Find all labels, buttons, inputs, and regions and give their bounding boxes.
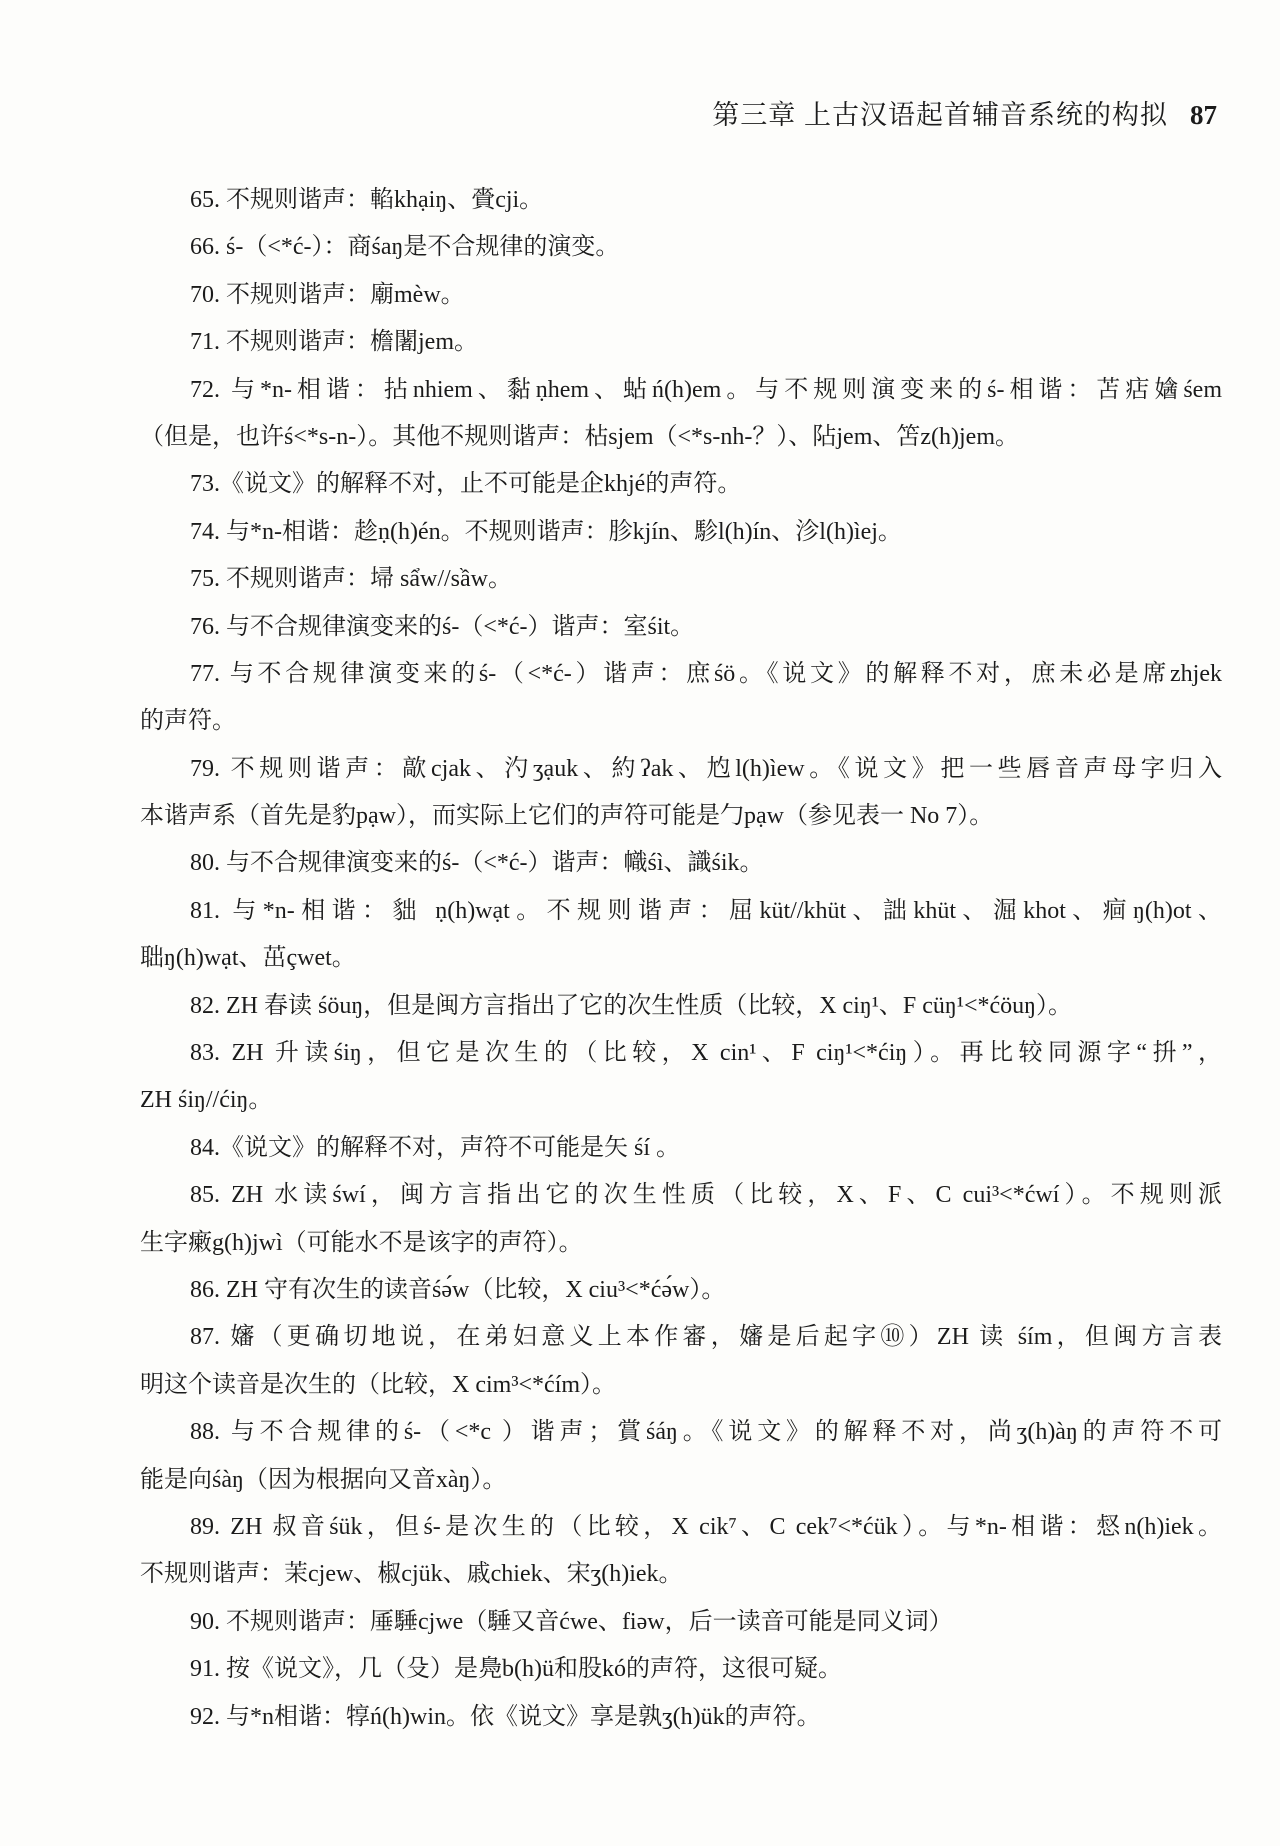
entry-line: 70. 不规则谐声：廟mèw。 <box>190 281 465 308</box>
entry-line: 88. 与不合规律的ś-（<*c ）谐声；賞śáŋ。《说文》的解释不对，尚ʒ(h)àŋ的声符不可 <box>190 1419 1222 1446</box>
entry-line: 71. 不规则谐声：檐闍jem。 <box>190 329 478 356</box>
entry-line: 87. 嬸（更确切地说，在弟妇意义上本作審，嬸是后起字⑩）ZH 读 śím，但闽方言表 <box>190 1324 1222 1351</box>
entry-line: 73.《说文》的解释不对，止不可能是企khjé的声符。 <box>190 471 742 498</box>
entry-line: 77. 与不合规律演变来的ś-（<*ć-）谐声：庶śö。《说文》的解释不对，庶未必是席zhjek <box>190 660 1222 687</box>
note-entry <box>140 177 1222 224</box>
entry-line: 本谐声系（首先是豹pạw），而实际上它们的声符可能是勹pạw（参见表一 No 7）。 <box>140 803 994 830</box>
entry-line: 不规则谐声：茉cjew、椒cjük、戚chiek、宋ʒ(h)iek。 <box>140 1561 683 1588</box>
note-entry <box>140 509 1222 556</box>
note-entry <box>140 651 1222 746</box>
entry-line: 84.《说文》的解释不对，声符不可能是矢 śí 。 <box>190 1134 681 1161</box>
entry-line: 85. ZH 水读śwí，闽方言指出它的次生性质（比较，X、F、C cui³<*ćwí）。不规则派 <box>190 1182 1222 1209</box>
notes-body <box>140 177 1222 1741</box>
note-entry <box>140 1646 1222 1693</box>
note-entry <box>140 1314 1222 1409</box>
note-entry <box>140 1694 1222 1741</box>
note-entry <box>140 224 1222 271</box>
entry-line: 聉ŋ(h)wạt、茁çwet。 <box>140 945 356 972</box>
entry-line: 86. ZH 守有次生的读音śə́w（比较，X ciu³<*ćə́w）。 <box>190 1276 726 1303</box>
entry-line: 91. 按《说文》，几（殳）是鳧b(h)ü和股kó的声符，这很可疑。 <box>190 1656 842 1683</box>
entry-line: 76. 与不合规律演变来的ś-（<*ć-）谐声：室śit。 <box>190 613 695 640</box>
entry-line: 的声符。 <box>140 708 236 735</box>
entry-line: 81. 与*n-相谐：貀 ṇ(h)wạt。不规则谐声：屈küt//khüt、詘khüt、淈khot、痐ŋ(h)ot、 <box>190 897 1222 924</box>
note-entry <box>140 1409 1222 1504</box>
entry-line: 72. 与*n-相谐：拈nhiem、黏ṇhem、蛅ń(h)em。与不规则演变来的ś-相谐：苫痁㜝śem <box>190 376 1222 403</box>
note-entry <box>140 1125 1222 1172</box>
entry-line: 83. ZH 升读śiŋ，但它是次生的（比较，X cin¹、F ciŋ¹<*ćiŋ）。再比较同源字“抍”， <box>190 1040 1222 1067</box>
entry-line: 生字瘷g(h)jwì（可能水不是该字的声符）。 <box>140 1229 583 1256</box>
note-entry <box>140 556 1222 603</box>
page-number: 87 <box>1190 100 1217 130</box>
entry-line: 能是向śàŋ（因为根据向又音xàŋ）。 <box>140 1466 507 1493</box>
entry-line: 89. ZH 叔音śük，但ś-是次生的（比较，X cik⁷、C cek⁷<*ćük）。与*n-相谐：惄n(h)iek。 <box>190 1513 1222 1540</box>
note-entry <box>140 888 1222 983</box>
entry-line: 明这个读音是次生的（比较，X cim³<*ćím）。 <box>140 1371 617 1398</box>
entry-line: ZH śiŋ//ćiŋ。 <box>140 1087 273 1114</box>
note-entry <box>140 983 1222 1030</box>
note-entry <box>140 461 1222 508</box>
entry-line: 65. 不规则谐声：輡khạiŋ、賫cji。 <box>190 187 544 213</box>
entry-line: 75. 不规则谐声：埽 sẩw//sầw。 <box>190 566 512 593</box>
note-entry <box>140 319 1222 366</box>
entry-line: （但是，也许ś<*s-n-）。其他不规则谐声：枮sjem（<*s-nh-？）、阽jem、笘z(h)jem。 <box>140 423 1019 450</box>
entry-line: 92. 与*n相谐：犉ń(h)win。依《说文》享是孰ʒ(h)ük的声符。 <box>190 1703 821 1730</box>
note-entry <box>140 1267 1222 1314</box>
entry-line: 82. ZH 春读 śöuŋ，但是闽方言指出了它的次生性质（比较，X ciŋ¹、F cüŋ¹<*ćöuŋ）。 <box>190 992 1073 1019</box>
running-header <box>712 98 1217 132</box>
note-entry <box>140 367 1222 462</box>
note-entry <box>140 1599 1222 1646</box>
chapter-title: 第三章 上古汉语起首辅音系统的构拟 <box>712 100 1168 130</box>
entry-line: 90. 不规则谐声：厜䮔cjwe（䮔又音ćwe、fiəw，后一读音可能是同义词） <box>190 1608 953 1635</box>
note-entry <box>140 604 1222 651</box>
note-entry <box>140 746 1222 841</box>
note-entry <box>140 1504 1222 1599</box>
entry-line: 80. 与不合规律演变来的ś-（<*ć-）谐声：幟śì、識śik。 <box>190 850 764 877</box>
note-entry <box>140 1030 1222 1125</box>
entry-line: 66. ś-（<*ć-）：商śaŋ是不合规律的演变。 <box>190 234 620 261</box>
entry-line: 79. 不规则谐声：歊cjak、汋ʒạuk、約ʔak、尥l(h)ìew。《说文》把一些唇音声母字归入 <box>190 755 1222 782</box>
note-entry <box>140 1172 1222 1267</box>
entry-line: 74. 与*n-相谐：趁ṇ(h)én。不规则谐声：胗kjín、駗l(h)ín、沴l(h)ìej。 <box>190 518 902 545</box>
note-entry <box>140 272 1222 319</box>
note-entry <box>140 840 1222 887</box>
